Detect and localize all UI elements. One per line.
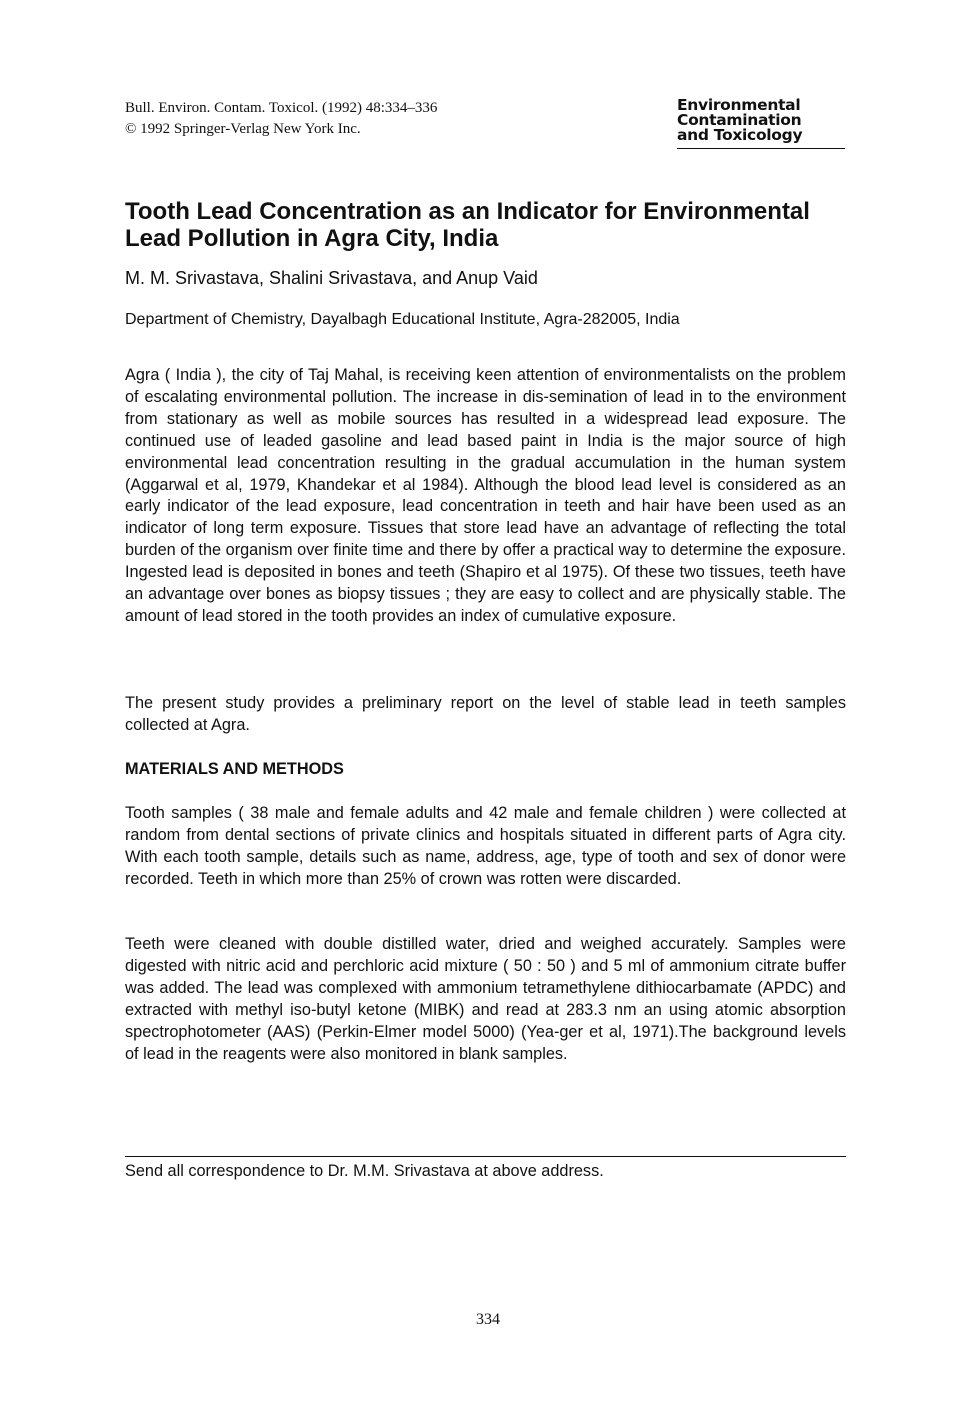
methods-paragraph: Teeth were cleaned with double distilled water, dried and weighed accurately. Samples were digested with nitric acid and perchloric acid mixture ( 50 : 50 ) and 5 ml of ammonium citrate buffer was added. The lead was complexed with ammonium tetramethylene dithiocarbamate (APDC) and extracted with methyl iso-butyl ketone (MIBK) and read at 283.3 nm an using atomic absorption spectrophotometer (AAS) (Perkin-Elmer model 5000) (Yea-ger et al, 1971).The background levels of lead in the reagents were also monitored in blank samples. <box>125 935 846 1063</box>
copyright-line: © 1992 Springer-Verlag New York Inc. <box>125 121 361 137</box>
intro-paragraph: Agra ( India ), the city of Taj Mahal, is receiving keen attention of environmentalists on the problem of escalating environmental pollution. The increase in dis-semination of lead in to the environment from stationary as well as mobile sources has resulted in a widespread lead exposure. The continued use of leaded gasoline and lead based paint in India is the major source of high environmental lead concentration resulting in the gradual accumulation in the human system (Aggarwal et al, 1979, Khandekar et al 1984). Although the blood lead level is considered as an early indicator of the lead exposure, lead concentration in teeth and hair have been used as an indicator of long term exposure. Tissues that store lead have an advantage of reflecting the total burden of the organism over finite time and there by offer a practical way to determine the exposure. Ingested lead is deposited in bones and teeth (Shapiro et al 1975). Of these two tissues, teeth have an advantage over bones as biopsy tissues ; they are easy to collect and are physically stable. The amount of lead stored in the tooth provides an index of cumulative exposure. <box>125 366 846 625</box>
journal-logo <box>677 98 845 143</box>
methods-paragraph: Tooth samples ( 38 male and female adults and 42 male and female children ) were collected at random from dental sections of private clinics and hospitals situated in different parts of Agra city. With each tooth sample, details such as name, address, age, type of tooth and sex of donor were recorded. Teeth in which more than 25% of crown was rotten were discarded. <box>125 804 846 888</box>
journal-logo-line: Environmental <box>677 96 801 114</box>
study-paragraph: The present study provides a preliminary report on the level of stable lead in teeth samples collected at Agra. <box>125 694 846 734</box>
footnote-divider <box>125 1156 846 1157</box>
article-title: Tooth Lead Concentration as an Indicator for Environmental Lead Pollution in Agra City, India <box>125 198 810 252</box>
article-authors: M. M. Srivastava, Shalini Srivastava, and Anup Vaid <box>125 268 538 288</box>
journal-logo-line: Contamination <box>677 111 802 129</box>
page-number: 334 <box>476 1311 500 1328</box>
journal-logo-line: and Toxicology <box>677 126 803 144</box>
logo-underline <box>677 148 845 149</box>
citation-block <box>125 98 437 140</box>
section-heading: MATERIALS AND METHODS <box>125 760 344 778</box>
correspondence-footnote: Send all correspondence to Dr. M.M. Srivastava at above address. <box>125 1162 604 1180</box>
citation-line: Bull. Environ. Contam. Toxicol. (1992) 48:334–336 <box>125 100 438 116</box>
article-affiliation: Department of Chemistry, Dayalbagh Educational Institute, Agra-282005, India <box>125 311 680 328</box>
